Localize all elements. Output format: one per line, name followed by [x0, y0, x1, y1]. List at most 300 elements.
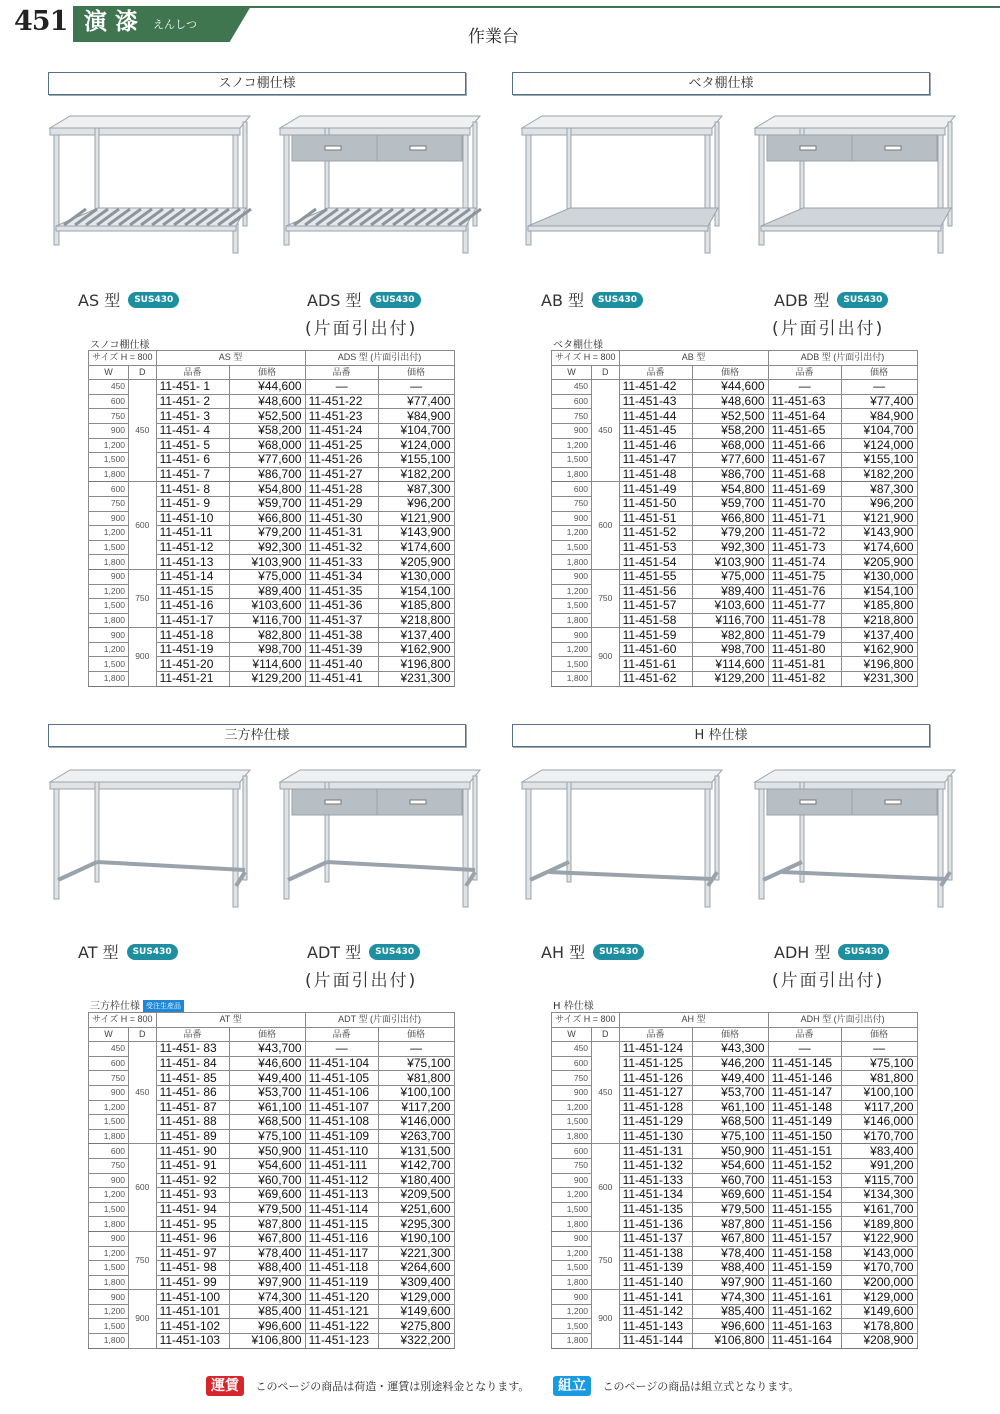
item-code: 11-451-79 — [768, 628, 841, 643]
item-price: ¥208,900 — [841, 1334, 917, 1349]
depth-cell: 750 — [592, 569, 620, 627]
item-code: 11-451-69 — [768, 482, 841, 497]
item-price: ¥96,600 — [229, 1319, 305, 1334]
item-price: ¥117,200 — [378, 1100, 454, 1115]
width-cell: 1,500 — [552, 657, 592, 672]
model-label: ADS 型 SUS430 — [307, 288, 421, 311]
item-price: ¥322,200 — [378, 1334, 454, 1349]
table-row — [552, 482, 918, 497]
item-price: ¥86,700 — [692, 467, 768, 482]
width-cell: 900 — [552, 1231, 592, 1246]
item-code: 11-451-158 — [768, 1246, 841, 1261]
item-price: ¥58,200 — [229, 423, 305, 438]
item-price: ¥82,800 — [229, 628, 305, 643]
model-label: AH 型 SUS430 — [541, 940, 644, 963]
product-image-at — [40, 762, 255, 912]
made-to-order-tag: 受注生産品 — [143, 1000, 184, 1012]
item-code: 11-451-143 — [619, 1319, 692, 1334]
item-price: ¥142,700 — [378, 1158, 454, 1173]
item-code: 11-451-81 — [768, 657, 841, 672]
width-cell: 1,200 — [552, 1246, 592, 1261]
col-code: 品番 — [768, 1027, 841, 1042]
depth-cell: 750 — [129, 569, 157, 627]
item-price: ¥49,400 — [692, 1071, 768, 1086]
width-cell: 900 — [552, 1290, 592, 1305]
brand-name: 演 漆 — [84, 8, 139, 35]
assembly-note — [553, 1376, 799, 1396]
drawer-note: (片面引出付) — [772, 319, 885, 339]
item-code: 11-451-34 — [305, 569, 378, 584]
item-price: ¥75,100 — [841, 1056, 917, 1071]
item-price: ¥66,800 — [229, 511, 305, 526]
item-code: 11-451- 87 — [156, 1100, 229, 1115]
item-code: 11-451-115 — [305, 1217, 378, 1232]
item-code: 11-451-40 — [305, 657, 378, 672]
item-price: ¥131,500 — [378, 1144, 454, 1159]
product-image-ads — [270, 108, 485, 258]
col-model-b: ADS 型 (片面引出付) — [305, 351, 454, 366]
item-code: 11-451- 95 — [156, 1217, 229, 1232]
table-caption: ベタ棚仕様 — [553, 340, 603, 351]
col-code: 品番 — [156, 365, 229, 380]
item-code: 11-451-74 — [768, 555, 841, 570]
width-cell: 1,800 — [89, 1334, 129, 1349]
item-price: ¥124,000 — [841, 438, 917, 453]
item-price: ¥92,300 — [692, 540, 768, 555]
item-code: 11-451- 90 — [156, 1144, 229, 1159]
item-price: ¥178,800 — [841, 1319, 917, 1334]
item-code: 11-451-113 — [305, 1188, 378, 1203]
width-cell: 1,500 — [89, 453, 129, 468]
item-code: 11-451- 89 — [156, 1129, 229, 1144]
width-cell: 1,800 — [89, 1129, 129, 1144]
width-cell: 600 — [552, 394, 592, 409]
drawer-note: (片面引出付) — [305, 319, 418, 339]
item-price: ¥121,900 — [841, 511, 917, 526]
item-price: ¥60,700 — [229, 1173, 305, 1188]
width-cell: 750 — [552, 1158, 592, 1173]
item-code: 11-451-14 — [156, 569, 229, 584]
item-price: ¥75,100 — [229, 1129, 305, 1144]
item-price: ¥96,600 — [692, 1319, 768, 1334]
item-price: ¥200,000 — [841, 1275, 917, 1290]
width-cell: 1,800 — [552, 672, 592, 687]
col-d: D — [129, 1027, 157, 1042]
item-price: ¥174,600 — [378, 540, 454, 555]
item-code: 11-451-138 — [619, 1246, 692, 1261]
col-price: 価格 — [229, 365, 305, 380]
item-price: ¥61,100 — [692, 1100, 768, 1115]
item-code: 11-451-33 — [305, 555, 378, 570]
item-code: 11-451-10 — [156, 511, 229, 526]
table-row — [89, 1042, 455, 1057]
item-price: ¥143,000 — [841, 1246, 917, 1261]
item-price: ¥155,100 — [378, 453, 454, 468]
model-label: AS 型 SUS430 — [78, 288, 179, 311]
item-price: ¥174,600 — [841, 540, 917, 555]
item-price: ¥87,800 — [692, 1217, 768, 1232]
width-cell: 900 — [89, 1173, 129, 1188]
width-cell: 750 — [552, 409, 592, 424]
item-price: ¥114,600 — [692, 657, 768, 672]
item-price: ¥190,100 — [378, 1231, 454, 1246]
width-cell: 600 — [552, 482, 592, 497]
size-label: サイズ H = 800 — [89, 1013, 157, 1028]
item-code: 11-451-104 — [305, 1056, 378, 1071]
width-cell: 900 — [89, 1231, 129, 1246]
item-code: 11-451- 9 — [156, 496, 229, 511]
item-price: ¥143,900 — [378, 526, 454, 541]
item-code: 11-451-58 — [619, 613, 692, 628]
item-code: 11-451-137 — [619, 1231, 692, 1246]
item-code: 11-451-127 — [619, 1085, 692, 1100]
item-code: 11-451-142 — [619, 1304, 692, 1319]
width-cell: 900 — [552, 1173, 592, 1188]
width-cell: 900 — [552, 628, 592, 643]
item-code: 11-451- 1 — [156, 380, 229, 395]
item-code: — — [768, 380, 841, 395]
item-code: 11-451-160 — [768, 1275, 841, 1290]
shipping-note — [206, 1376, 529, 1396]
item-price: ¥68,500 — [692, 1115, 768, 1130]
item-price: ¥89,400 — [692, 584, 768, 599]
item-price: ¥100,100 — [841, 1085, 917, 1100]
width-cell: 750 — [552, 1071, 592, 1086]
item-price: ¥205,900 — [378, 555, 454, 570]
item-code: 11-451-149 — [768, 1115, 841, 1130]
size-label: サイズ H = 800 — [89, 351, 157, 366]
width-cell: 1,800 — [89, 1275, 129, 1290]
section-heading: ベタ棚仕様 — [512, 72, 930, 95]
item-code: 11-451- 99 — [156, 1275, 229, 1290]
item-price: ¥122,900 — [841, 1231, 917, 1246]
item-price: ¥53,700 — [692, 1085, 768, 1100]
depth-cell: 600 — [129, 1144, 157, 1232]
depth-cell: 600 — [129, 482, 157, 570]
item-price: ¥162,900 — [841, 642, 917, 657]
item-code: 11-451- 5 — [156, 438, 229, 453]
item-code: 11-451- 7 — [156, 467, 229, 482]
width-cell: 1,800 — [89, 555, 129, 570]
item-code: 11-451-41 — [305, 672, 378, 687]
item-price: ¥52,500 — [229, 409, 305, 424]
section-heading: スノコ棚仕様 — [48, 72, 466, 95]
col-w: W — [89, 365, 129, 380]
item-price: ¥44,600 — [229, 380, 305, 395]
table-row — [552, 1231, 918, 1246]
depth-cell: 450 — [592, 380, 620, 482]
item-code: 11-451-146 — [768, 1071, 841, 1086]
table-row — [89, 1290, 455, 1305]
item-code: 11-451-161 — [768, 1290, 841, 1305]
item-code: 11-451-75 — [768, 569, 841, 584]
width-cell: 1,500 — [89, 1261, 129, 1276]
depth-cell: 750 — [592, 1231, 620, 1289]
item-price: ¥96,200 — [841, 496, 917, 511]
item-code: 11-451- 2 — [156, 394, 229, 409]
table-row — [89, 482, 455, 497]
item-price: ¥75,100 — [378, 1056, 454, 1071]
item-price: ¥54,600 — [692, 1158, 768, 1173]
col-model-b: ADH 型 (片面引出付) — [768, 1013, 917, 1028]
item-code: 11-451-66 — [768, 438, 841, 453]
width-cell: 1,800 — [89, 467, 129, 482]
item-price: ¥129,200 — [692, 672, 768, 687]
width-cell: 450 — [552, 380, 592, 395]
width-cell: 600 — [89, 394, 129, 409]
table-row — [552, 1290, 918, 1305]
item-code: 11-451- 88 — [156, 1115, 229, 1130]
width-cell: 1,800 — [552, 1129, 592, 1144]
item-code: 11-451-28 — [305, 482, 378, 497]
item-code: 11-451-50 — [619, 496, 692, 511]
item-code: 11-451- 85 — [156, 1071, 229, 1086]
width-cell: 600 — [552, 1056, 592, 1071]
depth-cell: 450 — [129, 1042, 157, 1144]
depth-cell: 900 — [592, 1290, 620, 1348]
item-price: ¥81,800 — [841, 1071, 917, 1086]
item-price: ¥218,800 — [841, 613, 917, 628]
item-code: 11-451- 93 — [156, 1188, 229, 1203]
width-cell: 1,200 — [552, 642, 592, 657]
drawer-note: (片面引出付) — [305, 971, 418, 991]
width-cell: 600 — [552, 1144, 592, 1159]
col-model-a: AB 型 — [619, 351, 768, 366]
width-cell: 1,200 — [89, 642, 129, 657]
item-price: ¥69,600 — [229, 1188, 305, 1203]
item-price: ¥129,000 — [841, 1290, 917, 1305]
item-price: ¥189,800 — [841, 1217, 917, 1232]
width-cell: 1,800 — [552, 613, 592, 628]
item-code: 11-451-120 — [305, 1290, 378, 1305]
item-price: ¥50,900 — [692, 1144, 768, 1159]
item-code: 11-451-44 — [619, 409, 692, 424]
width-cell: 900 — [89, 423, 129, 438]
item-price: ¥82,800 — [692, 628, 768, 643]
depth-cell: 900 — [592, 628, 620, 686]
width-cell: 1,200 — [89, 1100, 129, 1115]
item-code: 11-451-43 — [619, 394, 692, 409]
item-code: 11-451-109 — [305, 1129, 378, 1144]
product-image-adh — [745, 762, 960, 912]
material-badge: SUS430 — [592, 292, 643, 308]
item-code: — — [305, 380, 378, 395]
item-price: ¥68,000 — [692, 438, 768, 453]
table-row — [89, 1231, 455, 1246]
item-price: — — [841, 1042, 917, 1057]
width-cell: 1,800 — [552, 555, 592, 570]
material-badge: SUS430 — [127, 944, 178, 960]
item-price: ¥116,700 — [692, 613, 768, 628]
item-price: ¥143,900 — [841, 526, 917, 541]
item-price: ¥83,400 — [841, 1144, 917, 1159]
depth-cell: 600 — [592, 1144, 620, 1232]
item-code: 11-451-12 — [156, 540, 229, 555]
item-code: 11-451-11 — [156, 526, 229, 541]
width-cell: 1,500 — [89, 1319, 129, 1334]
table-row — [552, 628, 918, 643]
drawer-note: (片面引出付) — [772, 971, 885, 991]
item-code: 11-451- 8 — [156, 482, 229, 497]
width-cell: 900 — [552, 569, 592, 584]
width-cell: 1,200 — [89, 1246, 129, 1261]
item-price: ¥275,800 — [378, 1319, 454, 1334]
col-price: 価格 — [229, 1027, 305, 1042]
item-price: ¥309,400 — [378, 1275, 454, 1290]
width-cell: 450 — [89, 380, 129, 395]
width-cell: 750 — [89, 496, 129, 511]
material-badge: SUS430 — [370, 292, 421, 308]
item-price: ¥79,200 — [692, 526, 768, 541]
item-code: 11-451-59 — [619, 628, 692, 643]
width-cell: 450 — [89, 1042, 129, 1057]
item-code: 11-451-46 — [619, 438, 692, 453]
product-image-adb — [745, 108, 960, 258]
item-code: 11-451-23 — [305, 409, 378, 424]
model-label: ADT 型 SUS430 — [307, 940, 420, 963]
item-code: 11-451- 94 — [156, 1202, 229, 1217]
item-price: ¥67,800 — [692, 1231, 768, 1246]
item-code: 11-451-147 — [768, 1085, 841, 1100]
item-code: 11-451-131 — [619, 1144, 692, 1159]
item-code: 11-451-62 — [619, 672, 692, 687]
item-code: 11-451-155 — [768, 1202, 841, 1217]
col-price: 価格 — [841, 365, 917, 380]
width-cell: 1,800 — [89, 613, 129, 628]
item-price: ¥116,700 — [229, 613, 305, 628]
item-price: ¥61,100 — [229, 1100, 305, 1115]
item-code: 11-451-56 — [619, 584, 692, 599]
col-code: 品番 — [768, 365, 841, 380]
item-code: 11-451-156 — [768, 1217, 841, 1232]
item-price: ¥87,800 — [229, 1217, 305, 1232]
price-table — [88, 1012, 455, 1349]
width-cell: 1,500 — [552, 540, 592, 555]
table-row — [89, 380, 455, 395]
item-price: ¥182,200 — [841, 467, 917, 482]
item-price: ¥155,100 — [841, 453, 917, 468]
item-code: 11-451-54 — [619, 555, 692, 570]
item-code: 11-451-61 — [619, 657, 692, 672]
product-image-as — [40, 108, 255, 258]
width-cell: 1,500 — [552, 1202, 592, 1217]
width-cell: 1,200 — [552, 526, 592, 541]
item-price: ¥134,300 — [841, 1188, 917, 1203]
width-cell: 1,200 — [89, 584, 129, 599]
item-code: 11-451-139 — [619, 1261, 692, 1276]
col-w: W — [552, 1027, 592, 1042]
col-code: 品番 — [156, 1027, 229, 1042]
item-price: ¥209,500 — [378, 1188, 454, 1203]
item-price: ¥182,200 — [378, 467, 454, 482]
table-row — [552, 1042, 918, 1057]
item-code: 11-451-116 — [305, 1231, 378, 1246]
item-price: ¥185,800 — [841, 599, 917, 614]
item-price: ¥46,200 — [692, 1056, 768, 1071]
item-price: ¥121,900 — [378, 511, 454, 526]
item-code: 11-451-152 — [768, 1158, 841, 1173]
col-model-a: AH 型 — [619, 1013, 768, 1028]
width-cell: 1,500 — [552, 453, 592, 468]
width-cell: 900 — [89, 569, 129, 584]
width-cell: 1,500 — [552, 1261, 592, 1276]
section-heading: 三方枠仕様 — [48, 724, 466, 747]
table-caption: H 枠仕様 — [553, 1001, 594, 1012]
item-code: 11-451- 96 — [156, 1231, 229, 1246]
item-code: 11-451-103 — [156, 1334, 229, 1349]
item-code: 11-451-102 — [156, 1319, 229, 1334]
item-price: ¥170,700 — [841, 1261, 917, 1276]
item-price: ¥59,700 — [692, 496, 768, 511]
width-cell: 1,800 — [552, 467, 592, 482]
item-price: ¥196,800 — [841, 657, 917, 672]
table-row — [89, 628, 455, 643]
item-price: ¥162,900 — [378, 642, 454, 657]
price-table — [88, 350, 455, 687]
item-code: 11-451- 97 — [156, 1246, 229, 1261]
item-price: — — [378, 1042, 454, 1057]
section-heading: H 枠仕様 — [512, 724, 930, 747]
item-code: 11-451-117 — [305, 1246, 378, 1261]
width-cell: 1,200 — [552, 438, 592, 453]
item-code: 11-451- 84 — [156, 1056, 229, 1071]
item-price: ¥137,400 — [378, 628, 454, 643]
item-price: — — [378, 380, 454, 395]
model-label: ADH 型 SUS430 — [774, 940, 889, 963]
item-price: ¥92,300 — [229, 540, 305, 555]
item-price: ¥67,800 — [229, 1231, 305, 1246]
item-code: 11-451-100 — [156, 1290, 229, 1305]
width-cell: 900 — [89, 511, 129, 526]
price-table — [551, 350, 918, 687]
item-code: 11-451-141 — [619, 1290, 692, 1305]
item-price: ¥185,800 — [378, 599, 454, 614]
item-price: ¥231,300 — [841, 672, 917, 687]
item-code: 11-451-129 — [619, 1115, 692, 1130]
item-code: 11-451-154 — [768, 1188, 841, 1203]
item-price: ¥103,600 — [229, 599, 305, 614]
width-cell: 1,200 — [89, 1304, 129, 1319]
item-price: ¥49,400 — [229, 1071, 305, 1086]
item-price: ¥48,600 — [229, 394, 305, 409]
item-price: ¥84,900 — [841, 409, 917, 424]
width-cell: 1,200 — [89, 438, 129, 453]
item-code: 11-451-51 — [619, 511, 692, 526]
item-price: ¥68,000 — [229, 438, 305, 453]
item-price: ¥130,000 — [378, 569, 454, 584]
item-price: ¥77,400 — [841, 394, 917, 409]
item-code: 11-451-157 — [768, 1231, 841, 1246]
item-code: 11-451-32 — [305, 540, 378, 555]
depth-cell: 600 — [592, 482, 620, 570]
col-w: W — [552, 365, 592, 380]
item-price: ¥60,700 — [692, 1173, 768, 1188]
item-code: 11-451-72 — [768, 526, 841, 541]
item-code: 11-451- 3 — [156, 409, 229, 424]
item-code: 11-451-107 — [305, 1100, 378, 1115]
item-price: ¥86,700 — [229, 467, 305, 482]
item-code: 11-451-13 — [156, 555, 229, 570]
assembly-text: このページの商品は組立式となります。 — [602, 1380, 800, 1393]
item-code: 11-451-151 — [768, 1144, 841, 1159]
item-price: ¥196,800 — [378, 657, 454, 672]
item-code: 11-451-19 — [156, 642, 229, 657]
item-code: 11-451-119 — [305, 1275, 378, 1290]
item-code: 11-451-159 — [768, 1261, 841, 1276]
item-code: 11-451-130 — [619, 1129, 692, 1144]
col-price: 価格 — [841, 1027, 917, 1042]
width-cell: 1,200 — [552, 1100, 592, 1115]
